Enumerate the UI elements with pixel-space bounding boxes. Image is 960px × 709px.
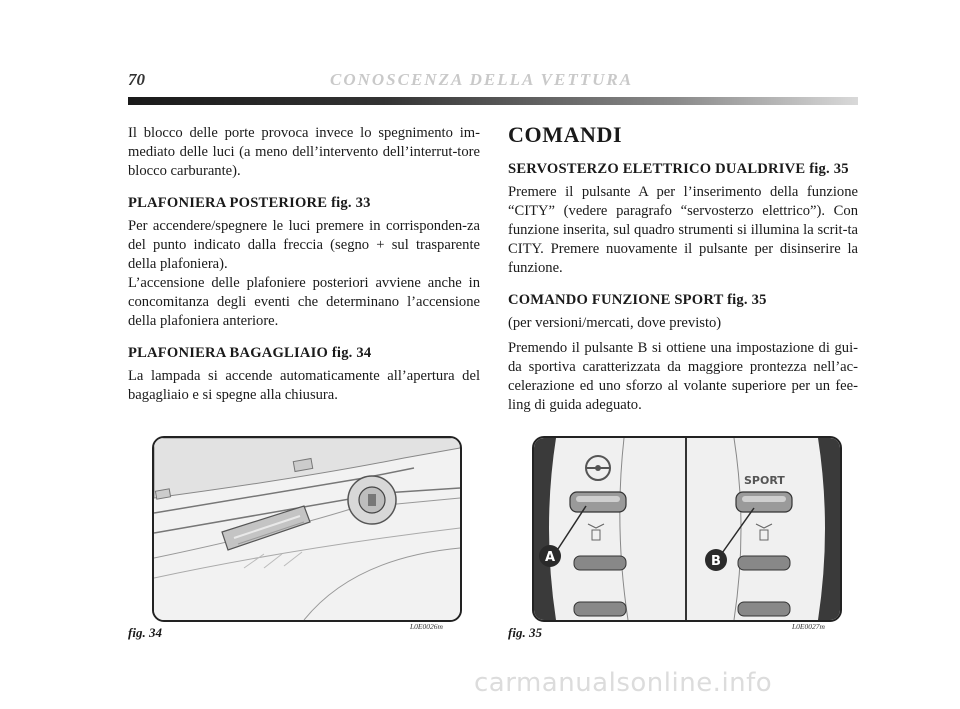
- section-title: CONOSCENZA DELLA VETTURA: [330, 70, 634, 89]
- right-column: [508, 124, 858, 415]
- buttons-drawing: [534, 438, 840, 620]
- svg-text:B: B: [711, 554, 721, 569]
- left-column: [128, 124, 480, 405]
- fig35-code: L0E0027m: [792, 622, 825, 631]
- header-rule: [128, 97, 858, 105]
- sport-subheading: (per versioni/mercati, dove previsto): [508, 315, 722, 331]
- callout-a-badge: [539, 545, 561, 567]
- watermark: carmanualsonline.info: [474, 668, 773, 698]
- intro-paragraph: Il blocco delle porte provoca invece lo spegnimento im-mediato delle luci (a meno dell’intervento dell’interrut-tore blocco carburante).: [128, 125, 480, 179]
- fig34-illustration: [152, 436, 462, 622]
- fig34-code: L0E0026m: [410, 622, 443, 631]
- dualdrive-button: [570, 492, 626, 512]
- page-number: 70: [128, 70, 145, 89]
- rear-light-heading: PLAFONIERA POSTERIORE fig. 33: [128, 195, 371, 211]
- boot-light-body: La lampada si accende automaticamente all’apertura del bagagliaio e si spegne alla chiusura.: [128, 368, 480, 403]
- controls-title: COMANDI: [508, 122, 623, 147]
- sport-button: [736, 492, 792, 512]
- boot-light-drawing: [154, 438, 460, 620]
- boot-light-heading: PLAFONIERA BAGAGLIAIO fig. 34: [128, 345, 372, 361]
- fig34-label: fig. 34: [128, 625, 162, 640]
- fig35-illustration: [532, 436, 842, 622]
- svg-text:A: A: [544, 550, 556, 565]
- sport-label: SPORT: [744, 474, 785, 487]
- fig35-label: fig. 35: [508, 625, 542, 640]
- sport-heading: COMANDO FUNZIONE SPORT fig. 35: [508, 292, 767, 308]
- lock-cylinder-icon: [348, 476, 396, 524]
- sport-body: Premendo il pulsante B si ottiene una impostazione di gui-da sportiva caratterizzata da maggiore prontezza nell’ac-celerazione ed uno sforzo al volante superiore per un fee-ling di guida adeguato.: [508, 340, 858, 413]
- steering-body: Premere il pulsante A per l’inserimento della funzione “CITY” (vedere paragrafo “servosterzo elettrico”). Con funzione inserita, sul quadro strumenti si illumina la scrit-ta CITY. Premere nuovamente il pulsante per disinserire la funzione.: [508, 184, 858, 276]
- rear-light-body-2: L’accensione delle plafoniere posteriori avviene anche in concomitanza degli eventi che determinano l’accensione della plafoniera anteriore.: [128, 275, 480, 329]
- rear-light-body-1: Per accendere/spegnere le luci premere in corrisponden-za del punto indicato dalla freccia (segno + sul trasparente della plafoniera).: [128, 218, 480, 272]
- steering-heading: SERVOSTERZO ELETTRICO DUALDRIVE fig. 35: [508, 161, 849, 177]
- callout-b-badge: [705, 549, 727, 571]
